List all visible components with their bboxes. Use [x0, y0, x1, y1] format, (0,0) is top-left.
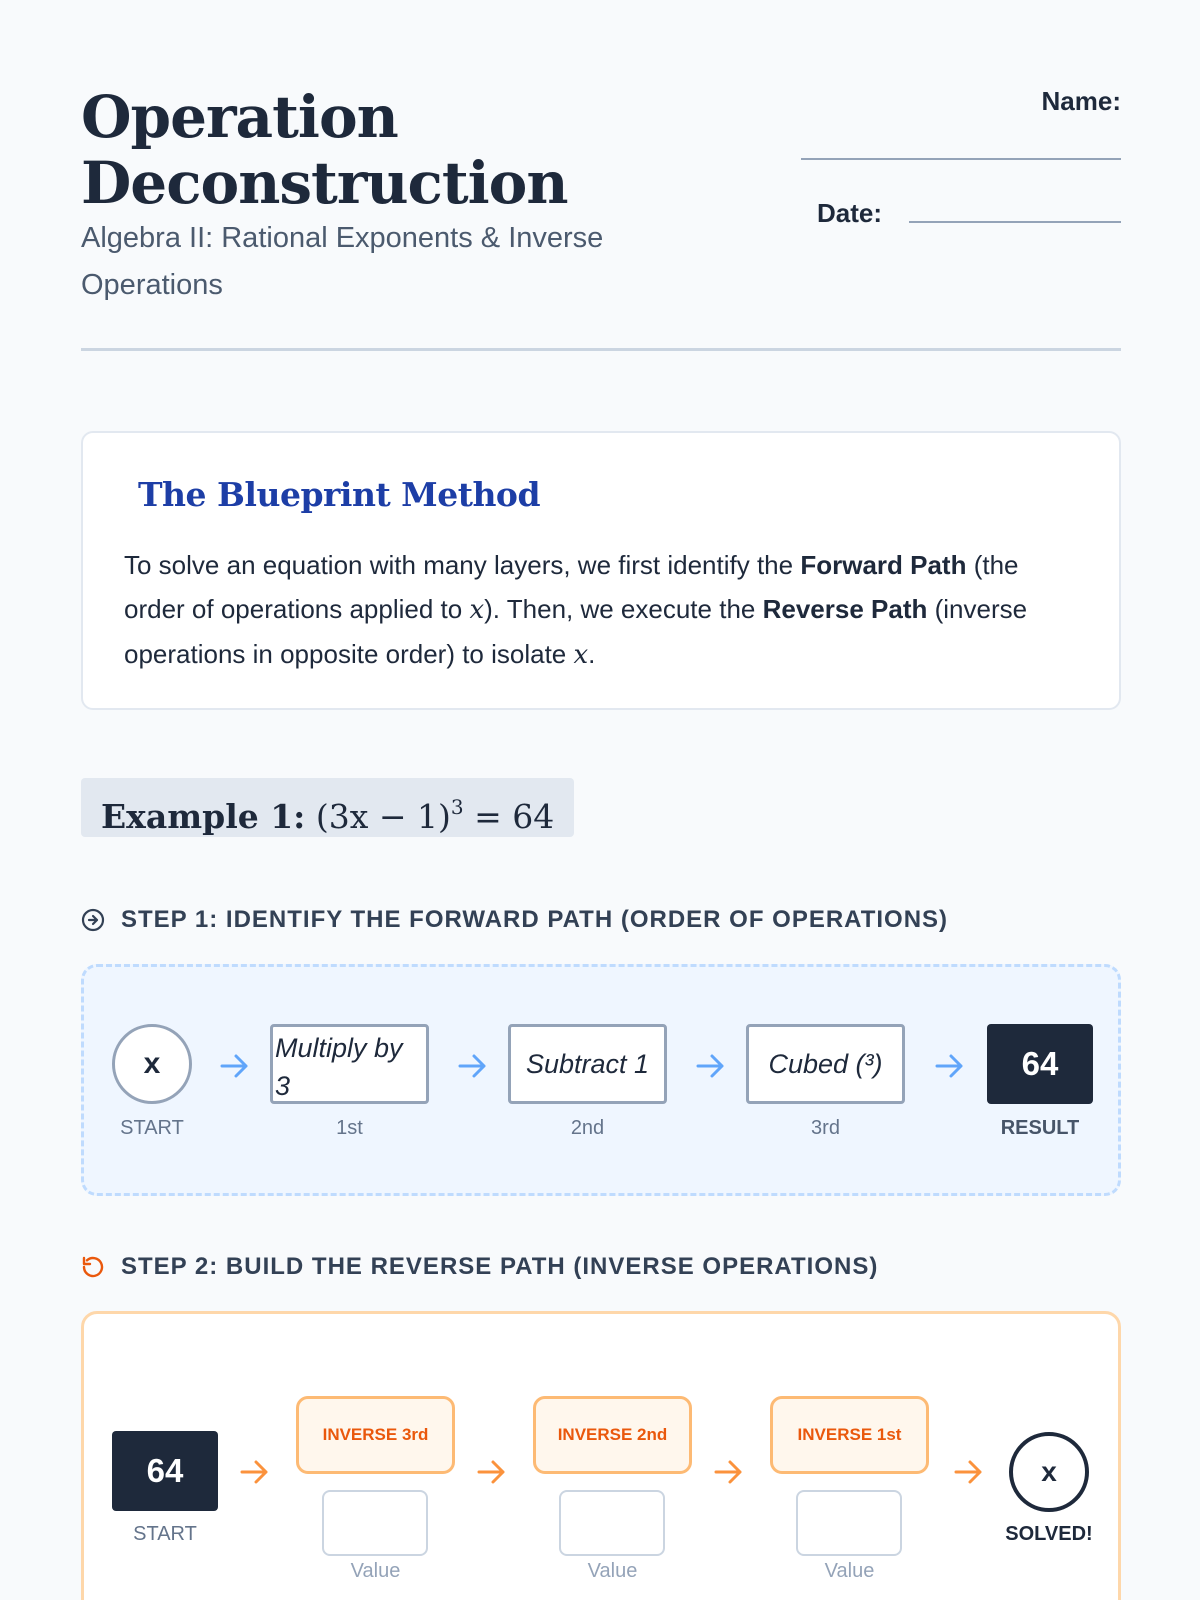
arrow-circle-right-icon	[81, 908, 105, 932]
inverse-step-1: INVERSE 3rd	[296, 1396, 455, 1474]
operation-box-2: Subtract 1	[508, 1024, 667, 1104]
start-label: START	[120, 1117, 184, 1139]
header-divider	[81, 348, 1121, 351]
reverse-arrow-icon	[238, 1456, 270, 1488]
worksheet-header	[81, 80, 1121, 350]
name-field-line[interactable]	[801, 158, 1121, 160]
value-label-1: Value	[350, 1560, 401, 1582]
equation-rhs: = 64	[463, 797, 555, 836]
result-box: 64	[987, 1024, 1093, 1104]
value-label-3: Value	[824, 1560, 875, 1582]
blueprint-title: The Blueprint Method	[138, 475, 541, 514]
operation-box-1: Multiply by 3	[270, 1024, 429, 1104]
value-label-2: Value	[587, 1560, 638, 1582]
forward-arrow-icon	[218, 1050, 250, 1082]
forward-path-term: Forward Path	[800, 550, 967, 580]
example-number: Example 1:	[101, 797, 306, 836]
reverse-start-label: START	[133, 1523, 197, 1545]
reverse-start-box: 64	[112, 1431, 218, 1511]
variable-x: x	[573, 640, 589, 670]
equation-exponent: 3	[450, 795, 464, 819]
reverse-arrow-icon	[475, 1456, 507, 1488]
step1-heading-text: STEP 1: IDENTIFY THE FORWARD PATH (ORDER OF OPERATIONS)	[121, 906, 949, 933]
worksheet-page	[81, 0, 1121, 1600]
rotate-ccw-icon	[81, 1255, 105, 1279]
operation-order-2: 2nd	[570, 1117, 605, 1139]
blueprint-text-part: .	[588, 639, 596, 669]
variable-x: x	[469, 595, 485, 625]
reverse-path-panel	[81, 1311, 1121, 1600]
value-input-3[interactable]	[796, 1490, 902, 1556]
blueprint-text-part: (inverse operations in opposite order) to isolate	[124, 594, 1028, 669]
date-field-line[interactable]	[909, 221, 1121, 223]
forward-arrow-icon	[933, 1050, 965, 1082]
inverse-step-3: INVERSE 1st	[770, 1396, 929, 1474]
step1-heading	[81, 904, 948, 936]
operation-box-3: Cubed (³)	[746, 1024, 905, 1104]
forward-arrow-icon	[694, 1050, 726, 1082]
forward-arrow-icon	[456, 1050, 488, 1082]
step2-heading-text: STEP 2: BUILD THE REVERSE PATH (INVERSE OPERATIONS)	[121, 1253, 879, 1280]
name-label: Name:	[1041, 86, 1121, 116]
operation-order-1: 1st	[336, 1117, 363, 1139]
inverse-step-2: INVERSE 2nd	[533, 1396, 692, 1474]
reverse-arrow-icon	[952, 1456, 984, 1488]
result-label: RESULT	[1000, 1117, 1080, 1139]
blueprint-text	[124, 543, 1084, 677]
solved-label: SOLVED!	[1005, 1523, 1093, 1545]
example-label	[81, 778, 574, 837]
operation-order-3: 3rd	[811, 1117, 840, 1139]
equation-base: (3x − 1)	[315, 797, 451, 836]
forward-path-panel	[81, 964, 1121, 1196]
reverse-path-term: Reverse Path	[762, 594, 928, 624]
date-label: Date:	[817, 198, 883, 228]
blueprint-text-part: (the order of operations applied to	[124, 550, 1019, 624]
blueprint-text-part: ). Then, we execute the	[484, 594, 763, 624]
reverse-arrow-icon	[712, 1456, 744, 1488]
example-equation	[316, 797, 554, 836]
solved-node: x	[1009, 1432, 1089, 1512]
page-title: Operation Deconstruction	[81, 83, 568, 217]
value-input-2[interactable]	[559, 1490, 665, 1556]
page-subtitle: Algebra II: Rational Exponents & Inverse Operations	[81, 222, 604, 301]
start-node: x	[112, 1024, 192, 1104]
blueprint-text-part: To solve an equation with many layers, we first identify the	[124, 550, 801, 580]
step2-heading	[81, 1251, 878, 1283]
blueprint-card	[81, 431, 1121, 710]
value-input-1[interactable]	[322, 1490, 428, 1556]
